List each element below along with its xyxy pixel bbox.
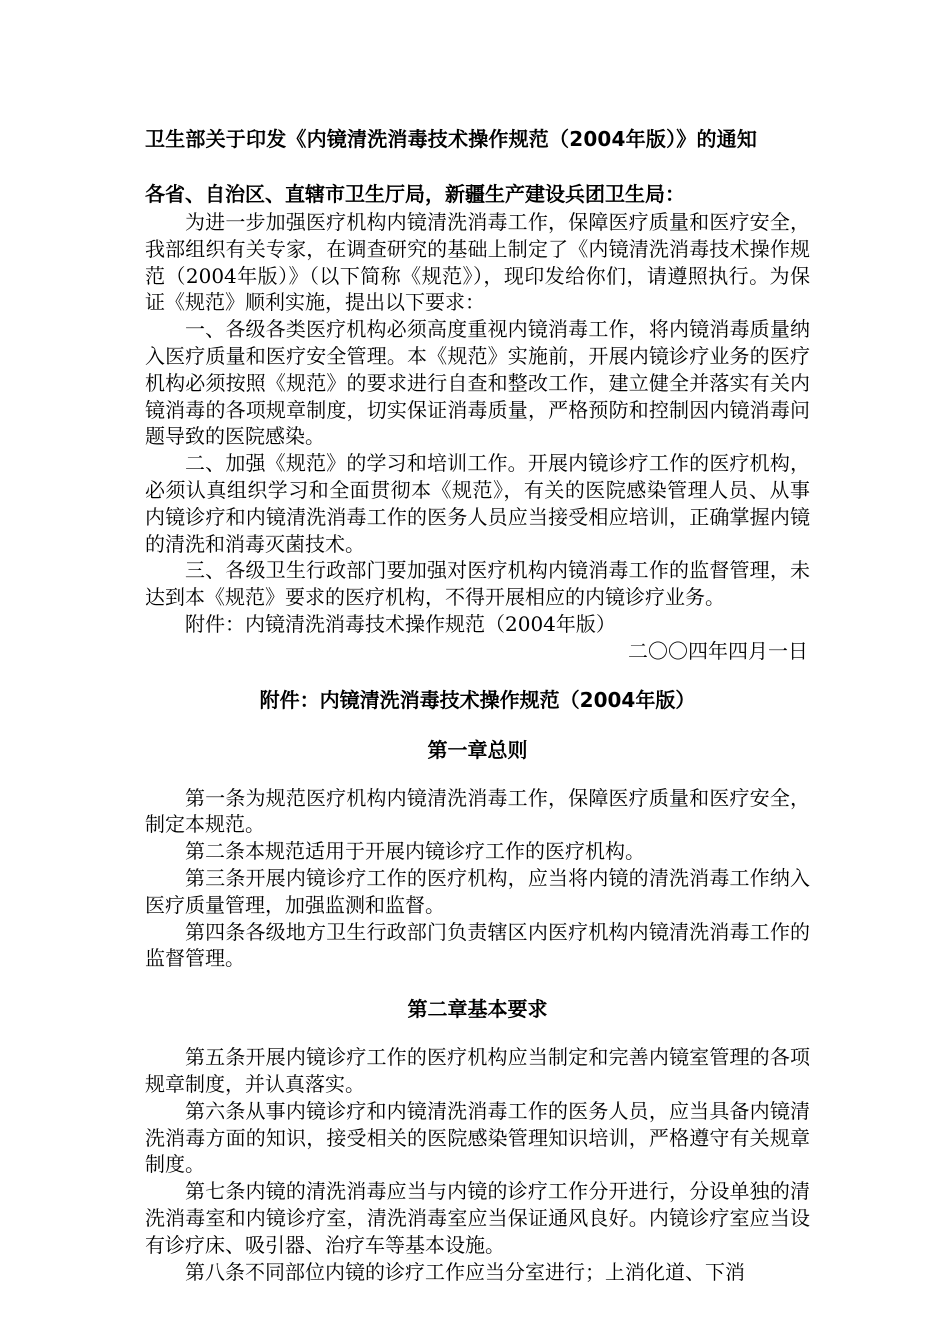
article-6: 第六条从事内镜诊疗和内镜清洗消毒工作的医务人员，应当具备内镜清洗消毒方面的知识，接受相关的医院感染管理知识培训，严格遵守有关规章制度。: [145, 1098, 810, 1177]
article-1: 第一条为规范医疗机构内镜清洗消毒工作，保障医疗质量和医疗安全，制定本规范。: [145, 785, 810, 837]
attachment-heading: 附件：内镜清洗消毒技术操作规范（2004年版）: [259, 687, 696, 712]
chapter-heading-1: 第一章总则: [427, 737, 528, 762]
notice-attachment-reference: 附件：内镜清洗消毒技术操作规范（2004年版）: [185, 611, 616, 636]
article-5: 第五条开展内镜诊疗工作的医疗机构应当制定和完善内镜室管理的各项规章制度，并认真落实。: [145, 1045, 810, 1096]
article-4: 第四条各级地方卫生行政部门负责辖区内医疗机构内镜清洗消毒工作的监督管理。: [145, 919, 810, 971]
chapter-heading-2: 第二章基本要求: [407, 997, 548, 1022]
notice-date: 二〇〇四年四月一日: [628, 638, 808, 663]
notice-title: 卫生部关于印发《内镜清洗消毒技术操作规范（2004年版）》的通知: [145, 127, 758, 151]
notice-paragraph-requirement-1: 一、各级各类医疗机构必须高度重视内镜消毒工作，将内镜消毒质量纳入医疗质量和医疗安全管理。本《规范》实施前，开展内镜诊疗业务的医疗机构必须按照《规范》的要求进行自查和整改工作，建立健全并落实有关内镜消毒的各项规章制度，切实保证消毒质量，严格预防和控制因内镜消毒问题导致的医院感染。: [145, 317, 810, 449]
article-7: 第七条内镜的清洗消毒应当与内镜的诊疗工作分开进行，分设单独的清洗消毒室和内镜诊疗室，清洗消毒室应当保证通风良好。内镜诊疗室应当设有诊疗床、吸引器、治疗车等基本设施。: [145, 1179, 810, 1257]
article-8: 第八条不同部位内镜的诊疗工作应当分室进行；上消化道、下消: [185, 1259, 745, 1284]
notice-salutation: 各省、自治区、直辖市卫生厅局，新疆生产建设兵团卫生局：: [145, 182, 685, 206]
notice-paragraph-requirement-2: 二、加强《规范》的学习和培训工作。开展内镜诊疗工作的医疗机构，必须认真组织学习和全面贯彻本《规范》，有关的医院感染管理人员、从事内镜诊疗和内镜清洗消毒工作的医务人员应当接受相应培训，正确掌握内镜的清洗和消毒灭菌技术。: [145, 451, 810, 556]
notice-paragraph-intro: 为进一步加强医疗机构内镜清洗消毒工作，保障医疗质量和医疗安全，我部组织有关专家，在调查研究的基础上制定了《内镜清洗消毒技术操作规范（2004年版）》（以下简称《规范》），现印发给你们，请遵照执行。为保证《规范》顺利实施，提出以下要求：: [145, 210, 810, 315]
notice-paragraph-requirement-3: 三、各级卫生行政部门要加强对医疗机构内镜消毒工作的监督管理，未达到本《规范》要求的医疗机构，不得开展相应的内镜诊疗业务。: [145, 558, 810, 610]
article-2: 第二条本规范适用于开展内镜诊疗工作的医疗机构。: [185, 839, 645, 864]
document-body: [145, 124, 810, 1285]
article-3: 第三条开展内镜诊疗工作的医疗机构，应当将内镜的清洗消毒工作纳入医疗质量管理，加强监测和监督。: [145, 865, 810, 917]
